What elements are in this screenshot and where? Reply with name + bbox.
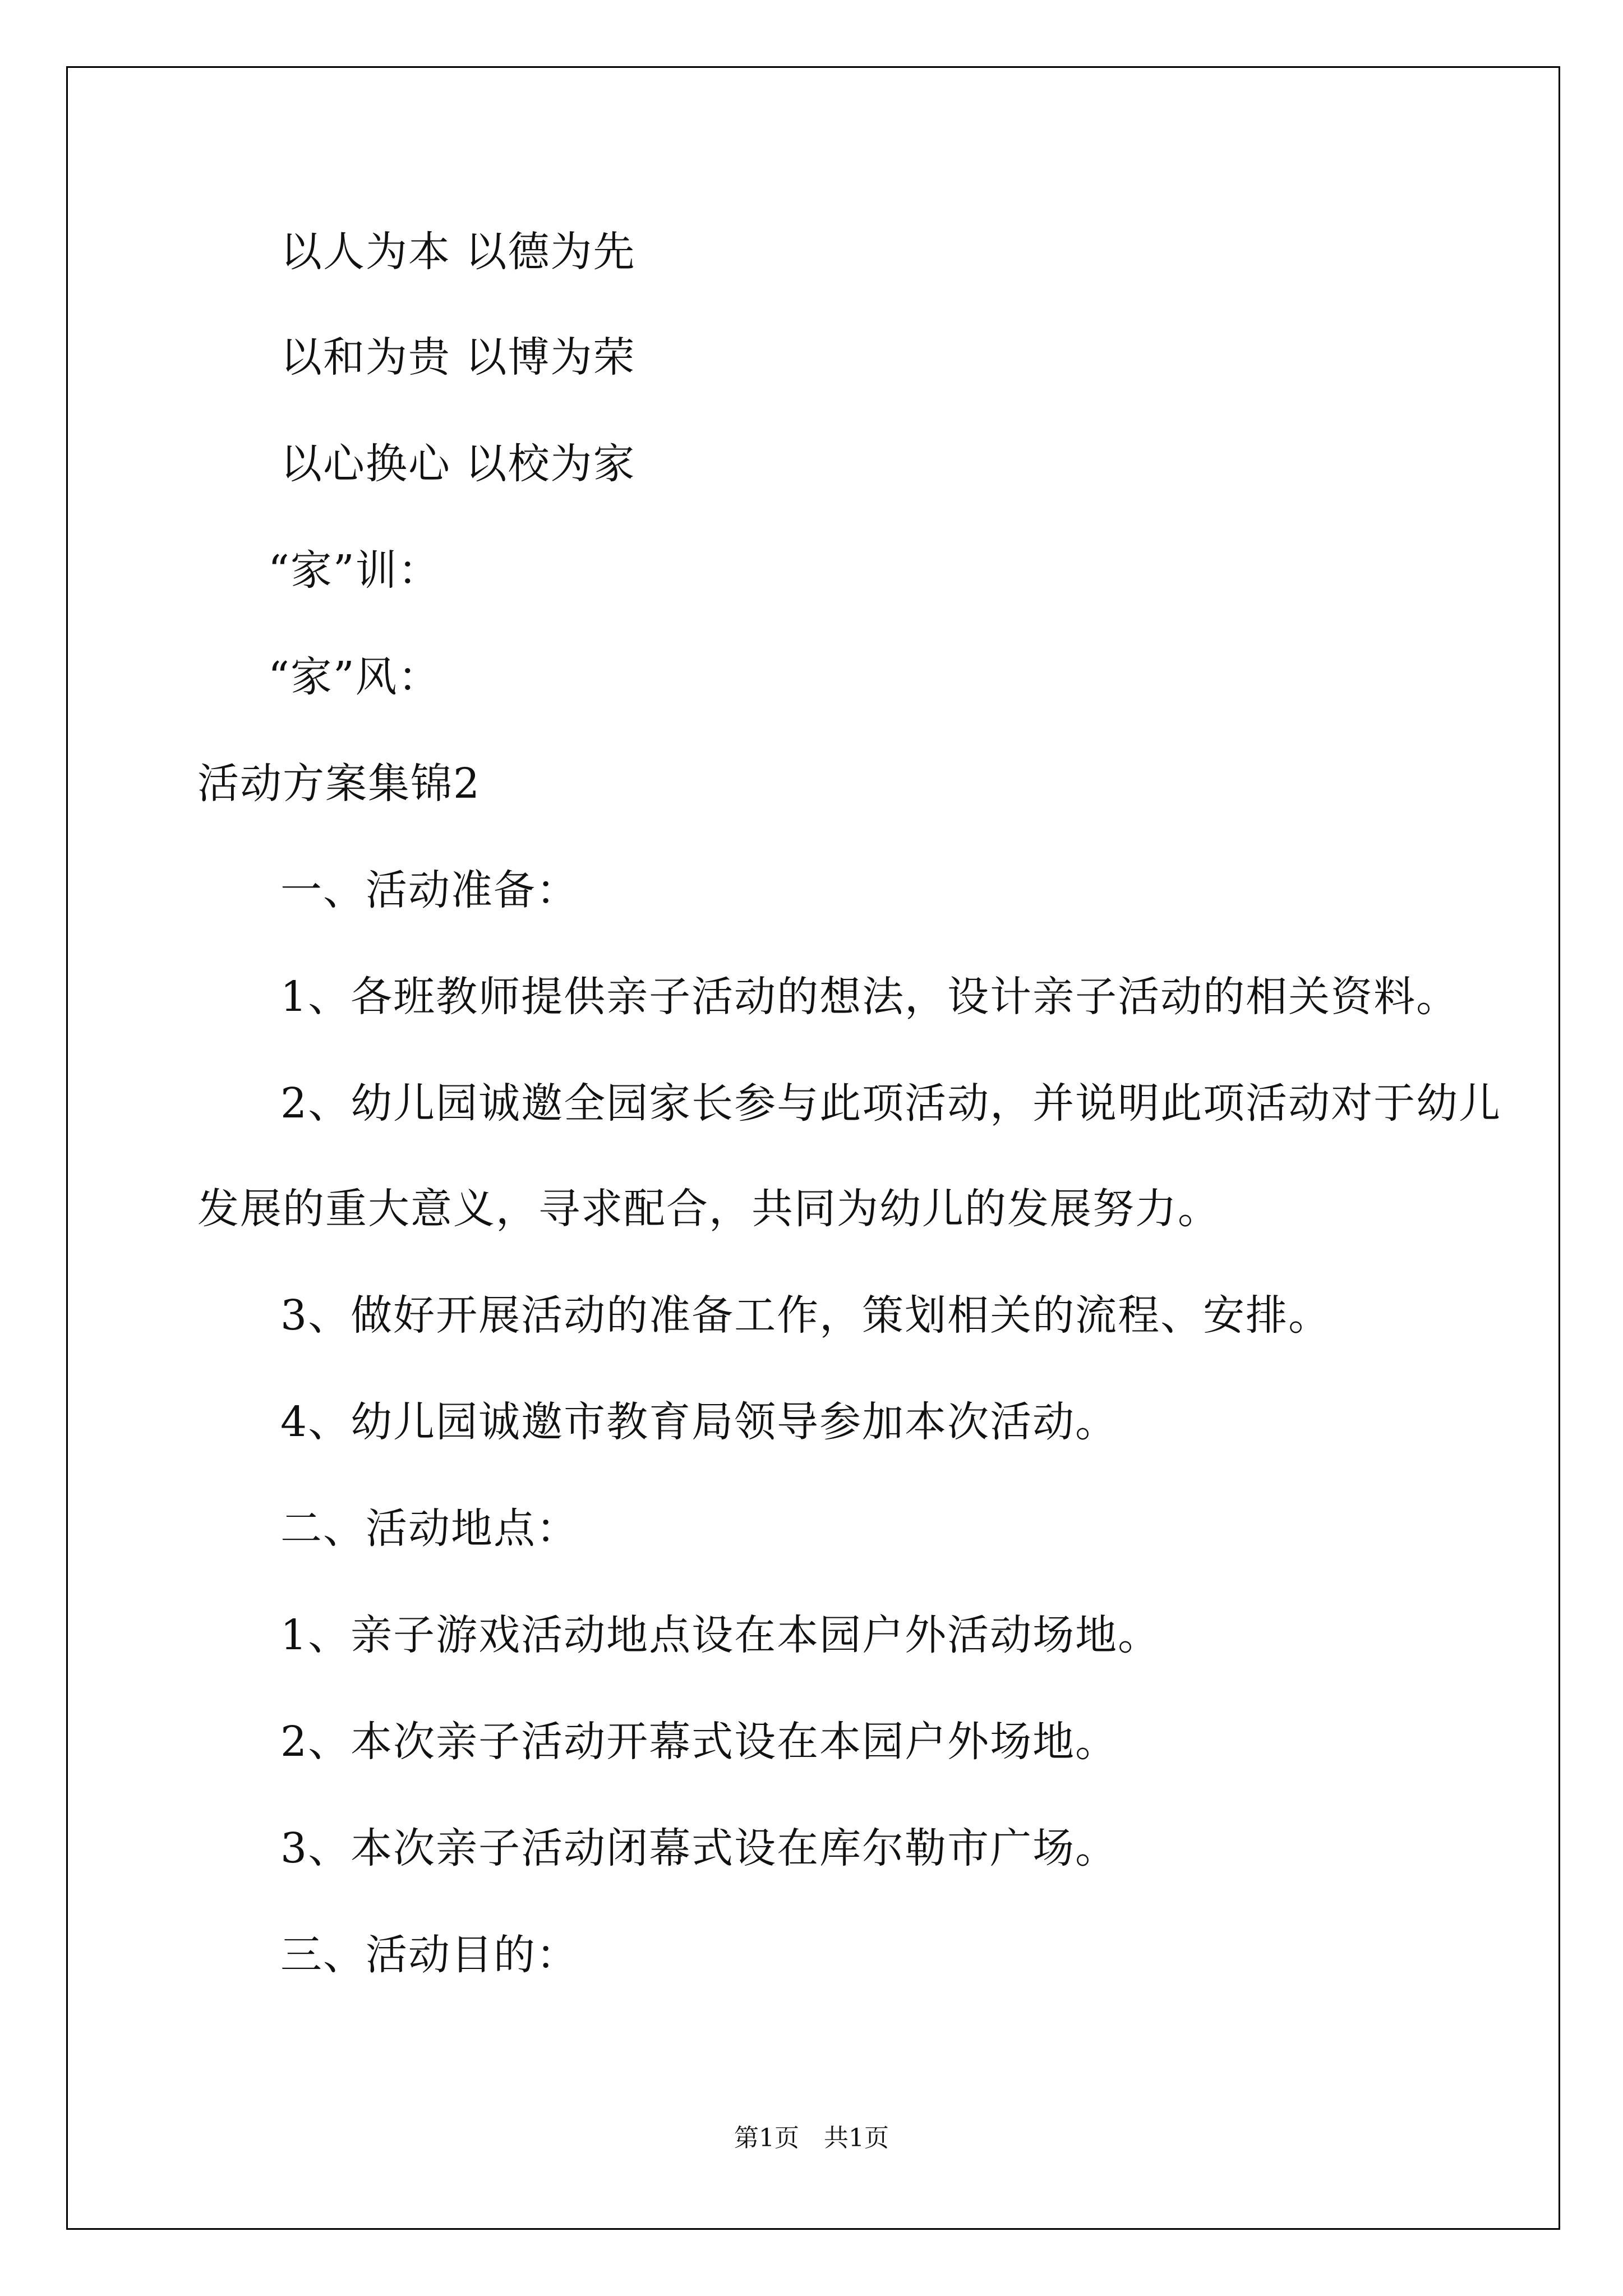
family-style-label: “家”风： (268, 653, 441, 701)
preparation-item-3: 3、做好开展活动的准备工作，策划相关的流程、安排。 (280, 1291, 1331, 1340)
heading-preparation: 一、活动准备： (280, 866, 579, 914)
page-footer: 第1页 共1页 (734, 2124, 889, 2152)
family-precept-label: “家”训： (268, 546, 441, 595)
preparation-item-4: 4、幼儿园诚邀市教育局领导参加本次活动。 (280, 1398, 1118, 1446)
preparation-item-2: 2、幼儿园诚邀全园家长参与此项活动，并说明此项活动对于幼儿 (280, 1079, 1502, 1128)
section-title: 活动方案集锦2 (197, 760, 481, 808)
page-border (66, 66, 1560, 2230)
location-item-2: 2、本次亲子活动开幕式设在本园户外场地。 (280, 1718, 1118, 1766)
heading-purpose: 三、活动目的： (280, 1931, 579, 1979)
motto-line-3: 以心换心 以校为家 (280, 440, 636, 488)
motto-line-2: 以和为贵 以博为荣 (280, 333, 636, 381)
location-item-3: 3、本次亲子活动闭幕式设在库尔勒市广场。 (280, 1824, 1118, 1872)
heading-location: 二、活动地点： (280, 1504, 579, 1553)
location-item-1: 1、亲子游戏活动地点设在本园户外活动场地。 (280, 1611, 1161, 1659)
preparation-item-2-continued: 发展的重大意义，寻求配合，共同为幼儿的发展努力。 (197, 1185, 1220, 1233)
motto-line-1: 以人为本 以德为先 (280, 228, 636, 276)
preparation-item-1: 1、各班教师提供亲子活动的想法，设计亲子活动的相关资料。 (280, 973, 1459, 1021)
